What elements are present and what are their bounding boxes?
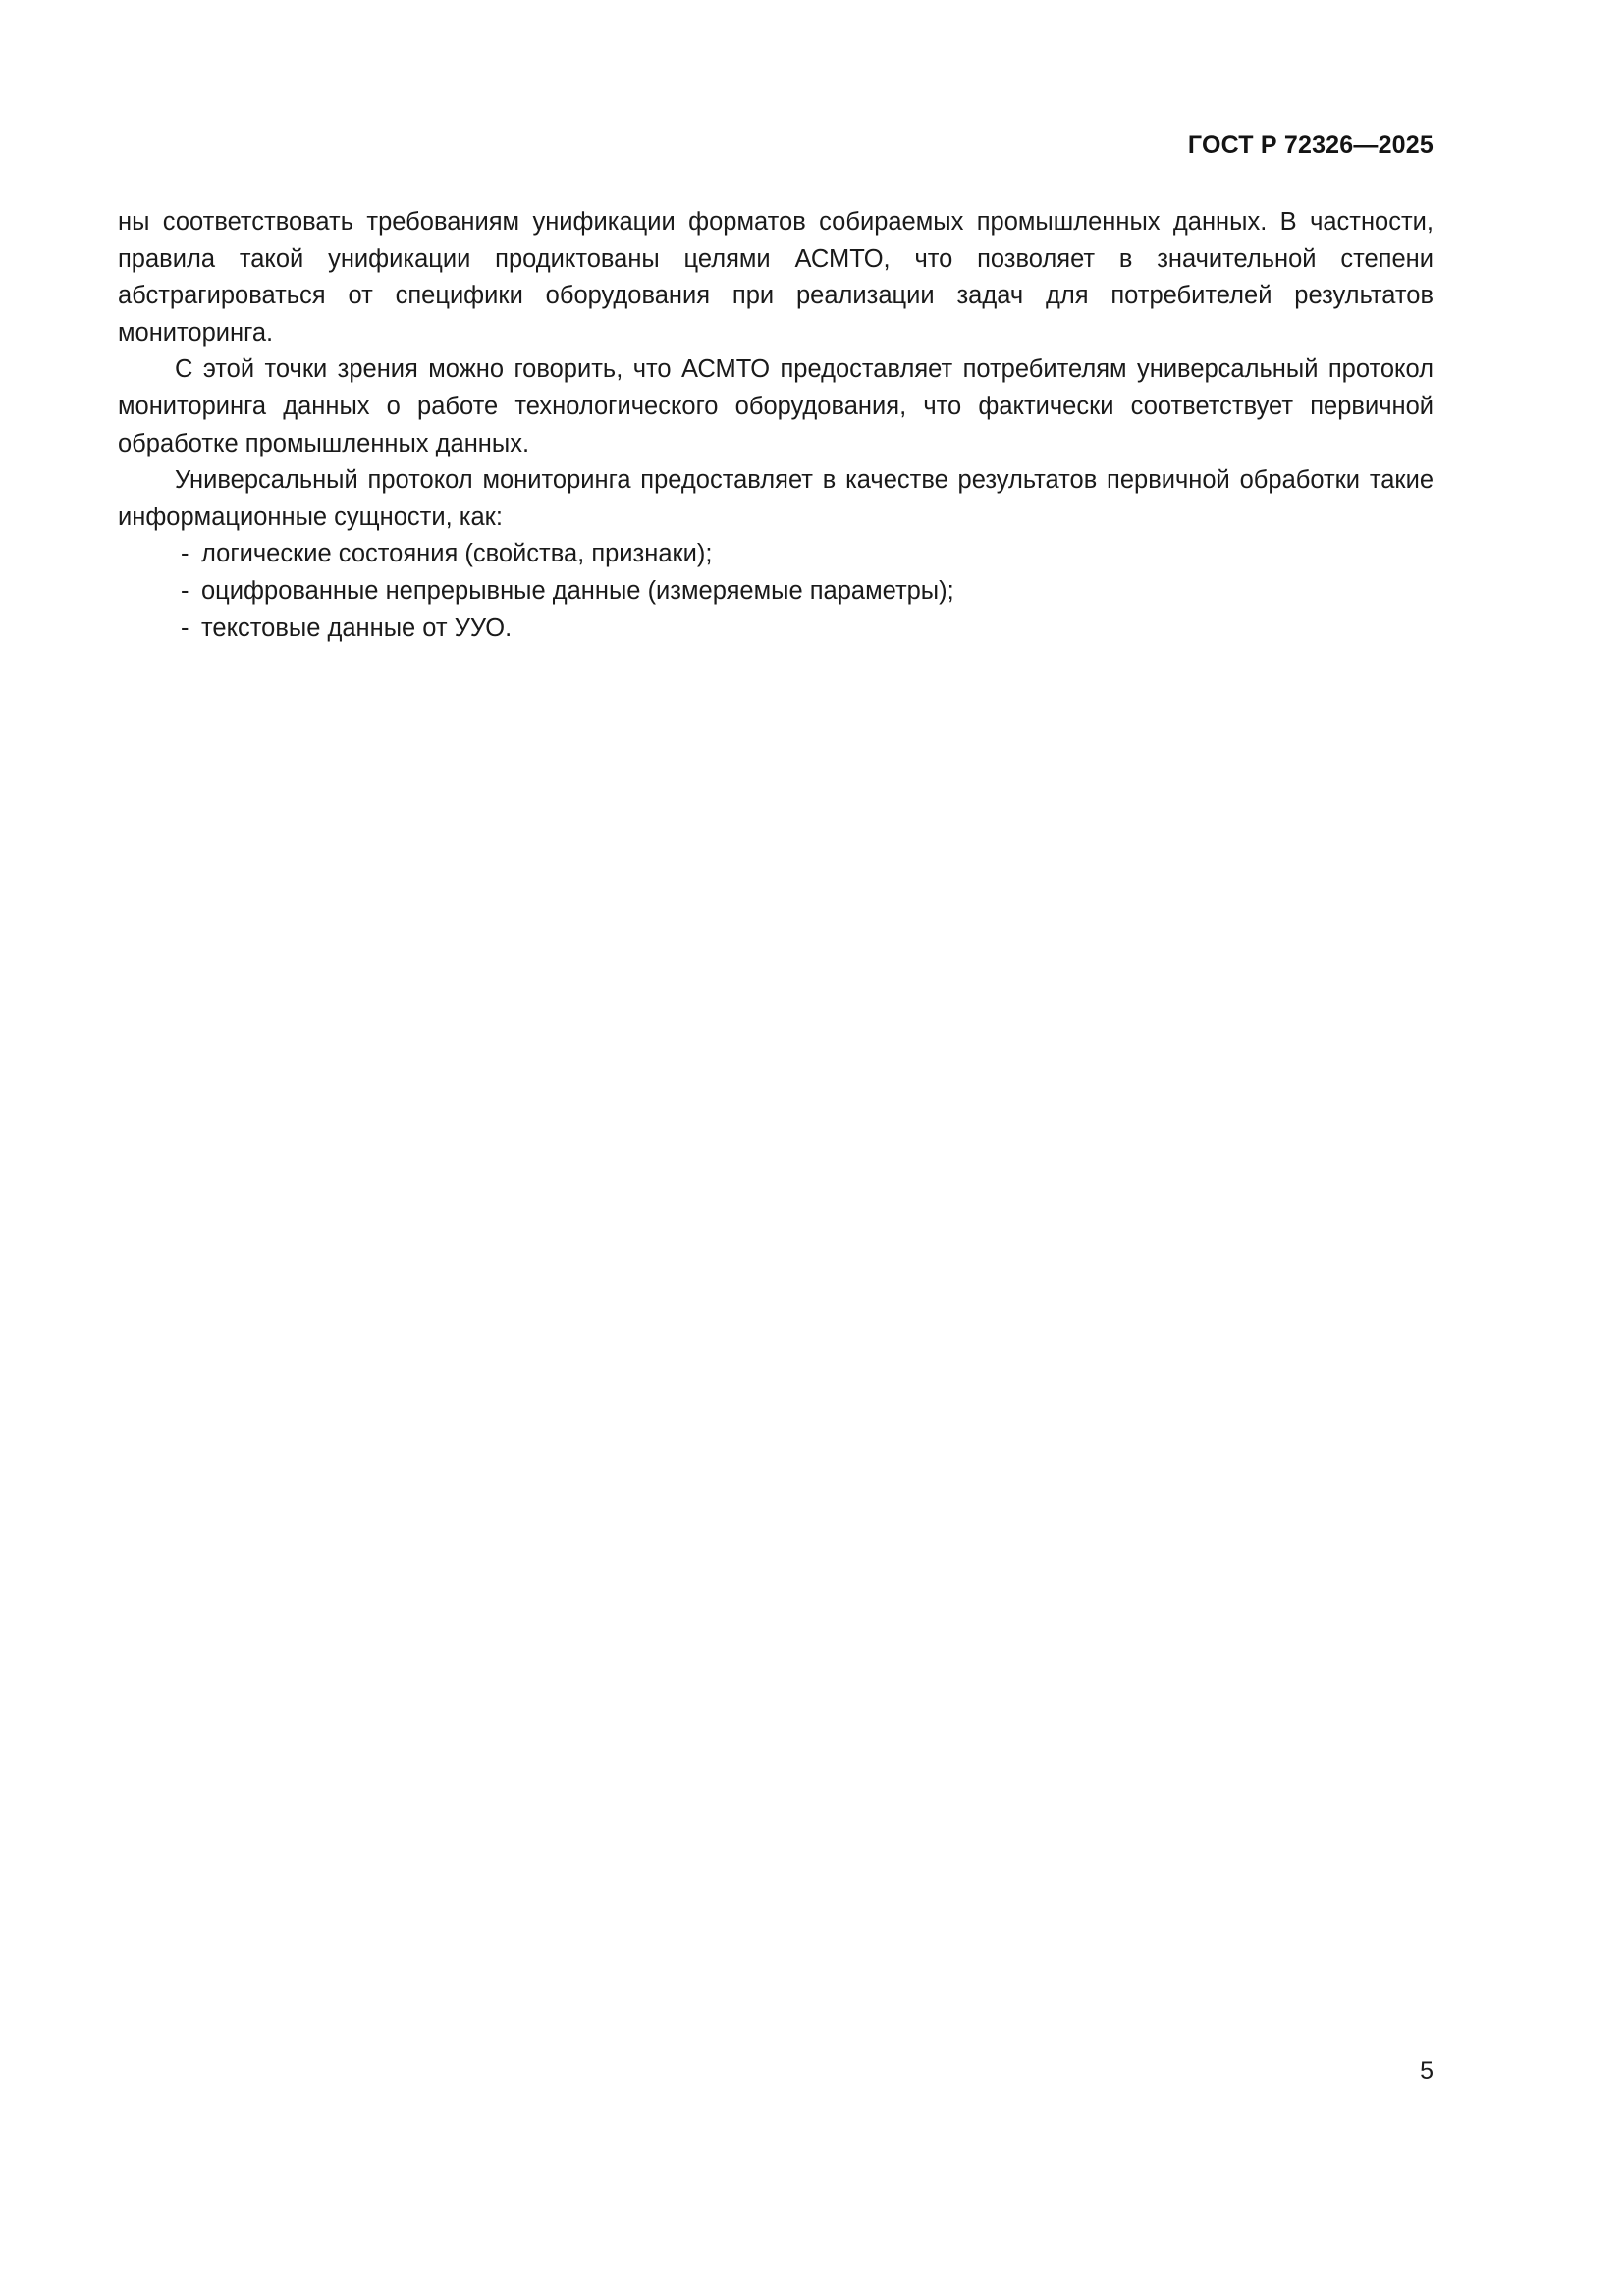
information-entities-list [118,536,1434,647]
dash-marker-icon: - [181,576,189,605]
list-item-label: оцифрованные непрерывные данные (измеряемые параметры); [201,576,954,605]
list-item [118,611,1434,648]
body-text-column [118,204,1434,647]
list-item [118,573,1434,611]
paragraph-continued: ны соответствовать требованиям унификации форматов собираемых промышленных данных. В частности, правила такой унификации продиктованы целями АСМТО, что позволяет в значительной степени абстрагироваться от специфики оборудования при реализации задач для потребителей результатов мониторинга. [118,208,1434,347]
list-item [118,536,1434,573]
dash-marker-icon: - [181,540,189,568]
page-number: 5 [1420,2057,1434,2085]
dash-marker-icon: - [181,614,189,642]
list-item-label: логические состояния (свойства, признаки); [201,540,713,568]
list-item-label: текстовые данные от УУО. [201,614,513,642]
paragraph-entities-intro: Универсальный протокол мониторинга предоставляет в качестве результатов первичной обработки такие информационные сущности, как: [118,466,1434,531]
running-header-standard-number: ГОСТ Р 72326—2025 [1187,132,1434,159]
paragraph-universal-protocol: С этой точки зрения можно говорить, что АСМТО предоставляет потребителям универсальный протокол мониторинга данных о работе технологического оборудования, что фактически соответствует первичной обработке промышленных данных. [118,355,1434,457]
